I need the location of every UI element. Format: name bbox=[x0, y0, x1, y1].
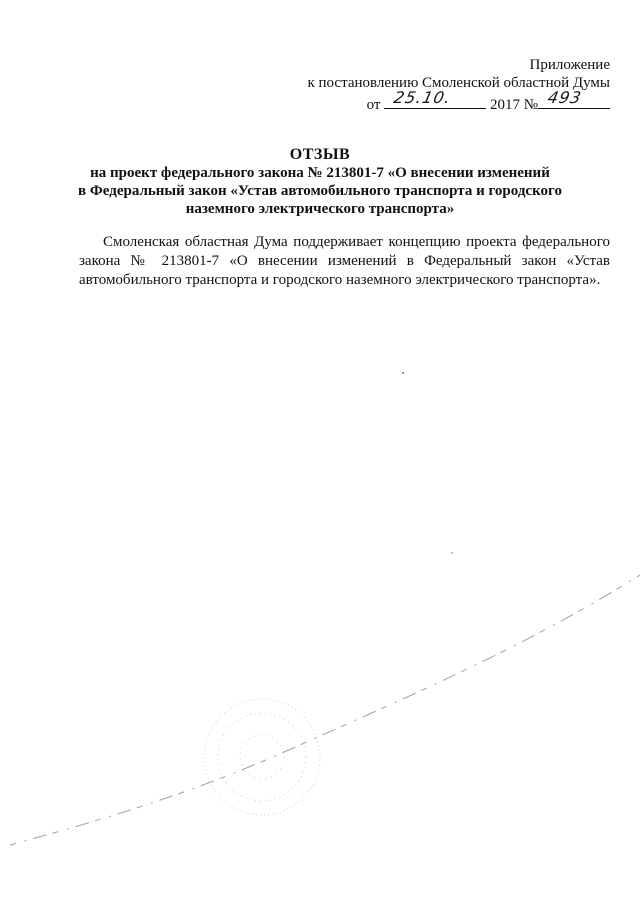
scan-speck bbox=[402, 372, 404, 374]
title-line-3: наземного электрического транспорта» bbox=[185, 201, 455, 217]
date-number-line bbox=[307, 88, 610, 114]
date-prefix: от bbox=[366, 97, 381, 113]
resolution-line: к постановлению Смоленской областной Думы bbox=[307, 75, 610, 91]
body-paragraph: Смоленская областная Дума поддерживает концепцию проекта федерального закона № 213801-7 «О внесении изменений в Федеральный закон «Устав автомобильного транспорта и городского наземного электрического транспорта». bbox=[79, 234, 610, 288]
title-line-1: на проект федерального закона № 213801-7 «О внесении изменений bbox=[90, 165, 550, 181]
year-number-label: 2017 № bbox=[489, 97, 538, 113]
appendix-block bbox=[307, 56, 610, 114]
appendix-label: Приложение bbox=[529, 57, 610, 73]
number-field bbox=[538, 88, 610, 109]
faint-seal-imprint bbox=[204, 699, 320, 815]
number-handwritten: 493 bbox=[546, 88, 584, 107]
date-field bbox=[384, 88, 486, 109]
date-handwritten: 25.10. bbox=[392, 88, 454, 107]
scan-speck bbox=[451, 552, 453, 554]
title-line-2: в Федеральный закон «Устав автомобильного транспорта и городского bbox=[78, 183, 562, 199]
diagonal-scan-line bbox=[10, 575, 640, 845]
title-heading: ОТЗЫВ bbox=[289, 146, 351, 163]
document-title bbox=[0, 146, 640, 218]
